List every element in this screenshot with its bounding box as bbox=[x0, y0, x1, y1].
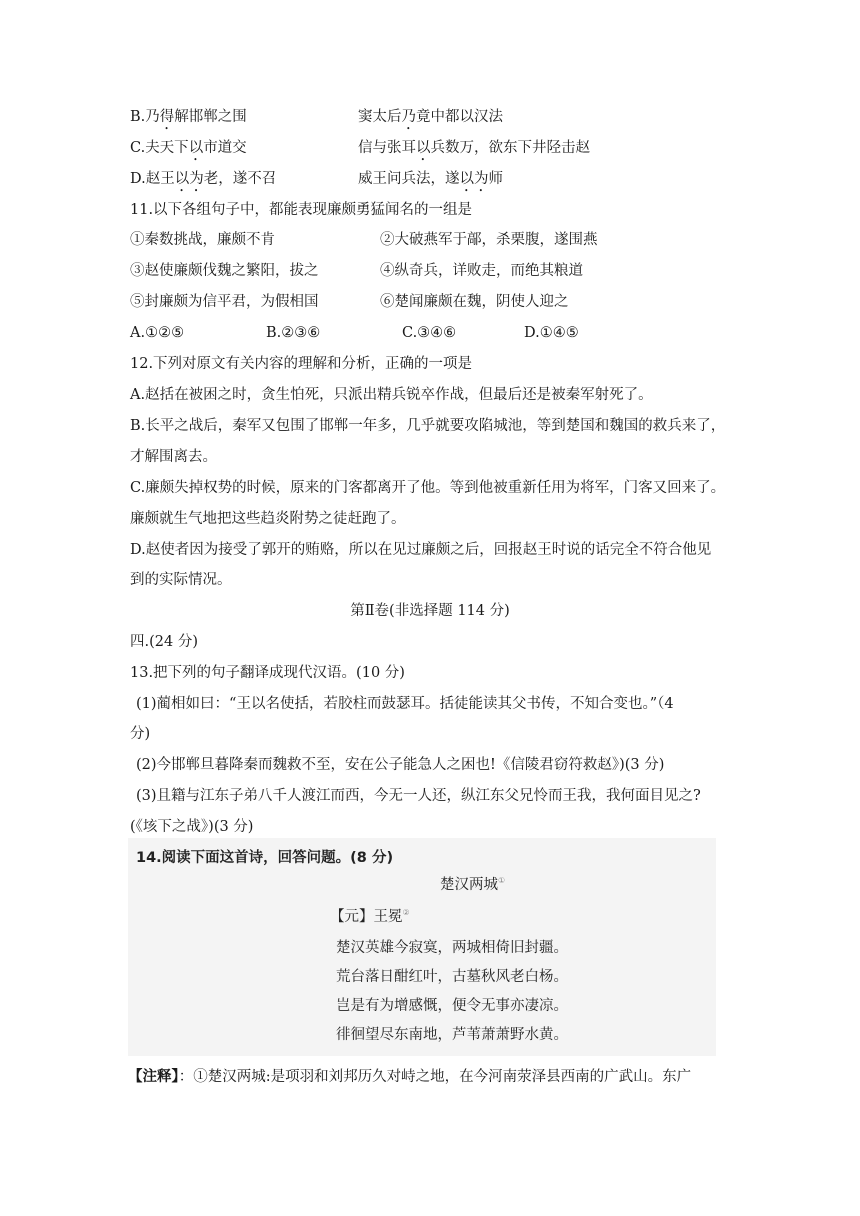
q12-line: A.赵括在被困之时，贪生怕死，只派出精兵锐卒作战，但最后还是被秦军射死了。 bbox=[130, 387, 653, 403]
q12-line: D.赵使者因为接受了郭开的贿赂，所以在见过廉颇之后，回报赵王时说的话完全不符合他见 bbox=[130, 542, 712, 558]
q11-stem: 11.以下各组句子中，都能表现廉颇勇猛闻名的一组是 bbox=[130, 202, 473, 218]
q11-item-2: ②大破燕军于鄗，杀栗腹，遂围燕 bbox=[380, 232, 598, 248]
poem-line: 荒台落日酣红叶，古墓秋风老白杨。 bbox=[336, 969, 568, 985]
q13-stem: 13.把下列的句子翻译成现代汉语。(10 分) bbox=[130, 665, 405, 681]
q13-line: 分) bbox=[130, 726, 151, 742]
q12-line: 廉颇就生气地把这些趋炎附势之徒赶跑了。 bbox=[130, 511, 406, 527]
q12-stem: 12.下列对原文有关内容的理解和分析，正确的一项是 bbox=[130, 356, 473, 372]
q14-stem: 14.阅读下面这首诗，回答问题。(8 分) bbox=[136, 850, 394, 866]
q12-line: B.长平之战后，秦军又包围了邯郸一年多，几乎就要攻陷城池，等到楚国和魏国的救兵来了， bbox=[130, 418, 726, 434]
poem-author: 【元】王冕② bbox=[330, 908, 410, 925]
q13-line: (2)今邯郸旦暮降秦而魏救不至，安在公子能急人之困也!《信陵君窃符救赵》)(3 分) bbox=[136, 757, 665, 773]
q13-line: (1)蔺相如曰：“王以名使括，若胶柱而鼓瑟耳。括徒能读其父书传，不知合变也。”（4 bbox=[136, 696, 674, 712]
q12-line: 才解围离去。 bbox=[130, 449, 217, 465]
q11-choice-c: C.③④⑥ bbox=[402, 325, 457, 341]
option-d-right: 威王问兵法，遂以为师 bbox=[358, 171, 503, 187]
note-label: 【注释】 bbox=[128, 1069, 179, 1085]
option-b-right: 窦太后乃竟中都以汉法 bbox=[358, 109, 503, 125]
option-c-right: 信与张耳以兵数万，欲东下井陉击赵 bbox=[358, 140, 590, 156]
q11-item-5: ⑤封廉颇为信平君，为假相国 bbox=[130, 294, 319, 310]
q13-line: (3)且籍与江东子弟八千人渡江而西，今无一人还，纵江东父兄怜而王我，我何面目见之? bbox=[136, 788, 701, 804]
poem-figure bbox=[128, 838, 716, 1056]
q13-line: (《垓下之战》)(3 分) bbox=[130, 819, 254, 835]
q11-choice-b: B.②③⑥ bbox=[266, 325, 321, 341]
poem-line: 徘徊望尽东南地，芦苇萧萧野水黄。 bbox=[336, 1027, 568, 1043]
section-title: 第Ⅱ卷(非选择题 114 分) bbox=[350, 603, 510, 619]
q11-choice-a: A.①②⑤ bbox=[130, 325, 185, 341]
option-c-left: C.夫天下以市道交 bbox=[130, 140, 247, 156]
option-b-left: B.乃得解邯郸之围 bbox=[130, 109, 247, 125]
poem-title: 楚汉两城① bbox=[440, 876, 506, 893]
q11-item-6: ⑥楚闻廉颇在魏，阴使人迎之 bbox=[380, 294, 569, 310]
q11-item-3: ③赵使廉颇伐魏之繁阳，拔之 bbox=[130, 263, 319, 279]
q11-item-4: ④纵奇兵，详败走，而绝其粮道 bbox=[380, 263, 583, 279]
poem-line: 楚汉英雄今寂寞，两城相倚旧封疆。 bbox=[336, 940, 568, 956]
part-heading: 四.(24 分) bbox=[130, 634, 198, 650]
q12-line: 到的实际情况。 bbox=[130, 572, 232, 588]
q11-item-1: ①秦数挑战，廉颇不肯 bbox=[130, 232, 275, 248]
note-text: ：①楚汉两城:是项羽和刘邦历久对峙之地，在今河南荥泽县西南的广武山。东广 bbox=[178, 1069, 692, 1085]
option-d-left: D.赵王以为老，遂不召 bbox=[130, 171, 277, 187]
poem-line: 岂是有为增感慨，便令无事亦凄凉。 bbox=[336, 998, 568, 1014]
note bbox=[128, 1067, 691, 1087]
q11-choice-d: D.①④⑤ bbox=[524, 325, 579, 341]
q12-line: C.廉颇失掉权势的时候，原来的门客都离开了他。等到他被重新任用为将军，门客又回来了。 bbox=[130, 480, 726, 496]
